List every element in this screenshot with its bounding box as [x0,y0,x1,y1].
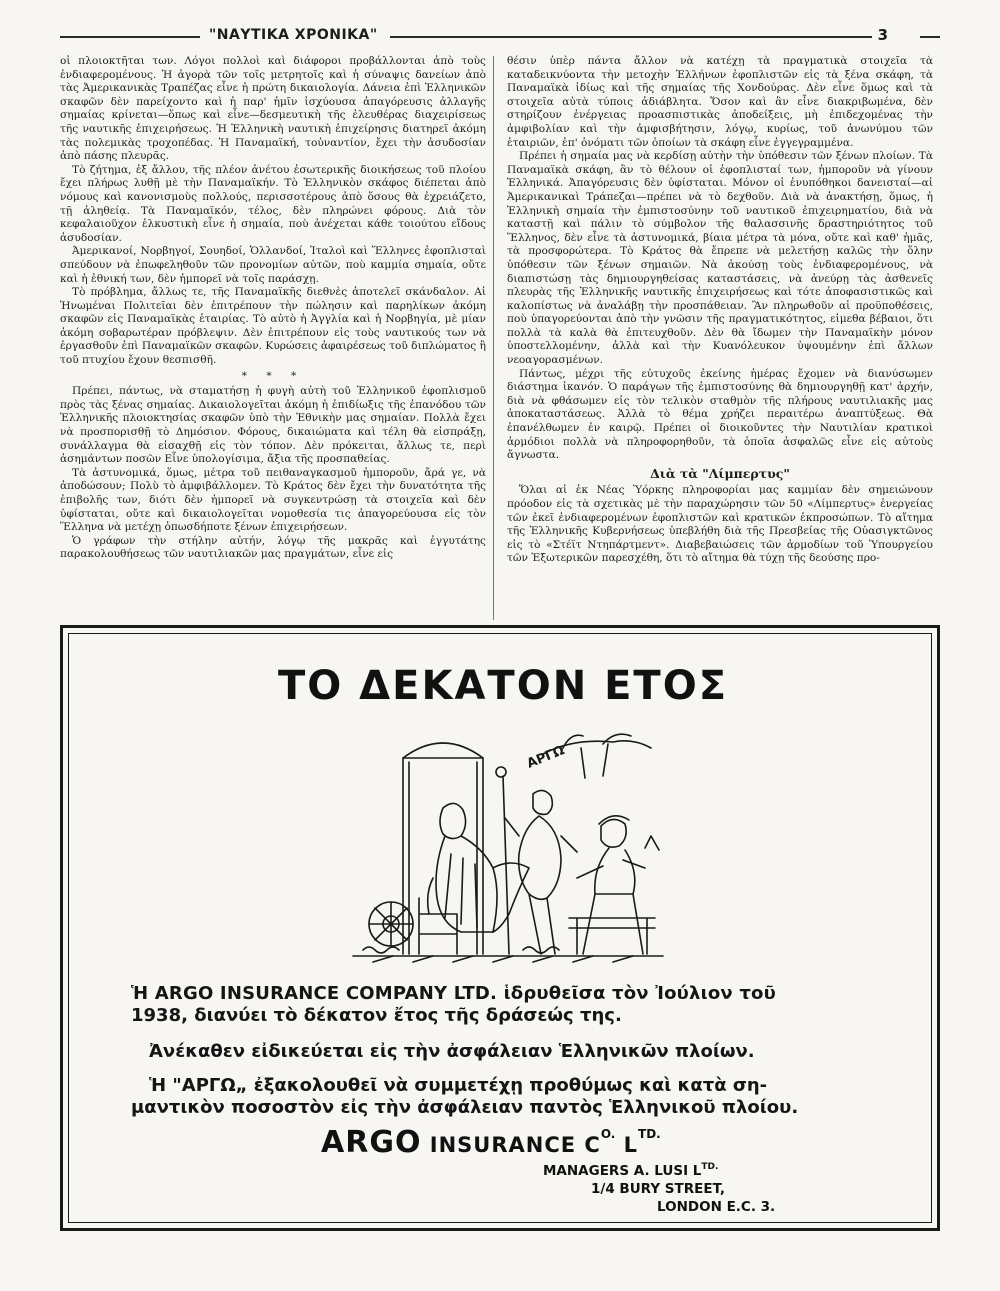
column-divider [493,56,494,620]
brand-insurance: INSURANCE C [421,1133,601,1157]
managers-sup: TD. [701,1162,719,1172]
ad-line: Ἀνέκαθεν εἰδικεύεται εἰς τὴν ἀσφάλειαν Ἑλληνικῶν πλοίων. [149,1041,755,1062]
ad-body-text [131,983,871,1119]
section-subheading: Διὰ τὰ "Λίμπερτυς" [650,465,790,481]
running-header [60,26,940,46]
page-number: 3 [872,26,894,44]
illustration-label: ΑΡΓΩ [524,743,567,772]
ad-headline: ΤΟ ΔΕΚΑΤΟΝ ΕΤΟΣ [277,663,729,709]
managers-line: MANAGERS A. LUSI L [543,1163,702,1179]
article-paragraph: Ὁ γράφων τὴν στήλην αὐτήν, λόγῳ τῆς μακρᾶς καὶ ἐγγυτάτης παρακολουθήσεως τῶν ναυτιλιακῶν μας πραγμάτων, εἶνε εἰς [60,534,486,561]
ad-line: μαντικὸν ποσοστὸν εἰς τὴν ἀσφάλειαν παντὸς Ἑλληνικοῦ πλοίου. [131,1097,799,1118]
ad-line: Ἡ "ΑΡΓΩ„ ἐξακολουθεῖ νὰ συμμετέχῃ προθύμως καὶ κατὰ ση- [149,1075,768,1096]
address-city: LONDON E.C. 3. [657,1199,776,1215]
right-column [507,55,933,621]
ad-line: 1938, διανύει τὸ δέκατον ἔτος τῆς δράσεώς της. [131,1005,622,1026]
article-paragraph: Πρέπει, πάντως, νὰ σταματήσῃ ἡ φυγὴ αὐτὴ τοῦ Ἑλληνικοῦ ἐφοπλισμοῦ πρὸς τὰς ξένας σημαίας. Δικαιολογεῖται ἀκόμη ἡ ἐπιδίωξις τῆς ἐπανόδου τῶν Ἑλληνικῆς πλοιοκτησίας σκαφῶν ὑπὸ τὴν Ἐθνικὴν μας σημαίαν. Πολλὰ ἔχει νὰ προσπορισθῇ τὸ Δημόσιον. Φόρους, δικαιώματα καὶ τέλη θὰ εἰσπράξῃ, συνάλλαγμα θὰ εἰσαχθῇ εἰς τὸν τόπον. Δὲν πρόκειται, ἄλλως τε, περὶ ἀσημάντων ποσῶν Εἶνε ὑπολογίσιμα, ἄξια τῆς προσπαθείας. [60,385,486,466]
header-rule-right [920,36,940,38]
brand-argo: ARGO [321,1125,422,1160]
section-separator: * * * [241,369,305,382]
argo-insurance-advertisement [60,625,940,1231]
article-paragraph: θέσιν ὑπὲρ πάντα ἄλλον νὰ κατέχῃ τὰ πραγματικὰ στοιχεῖα τὰ καταδεικνύοντα τὴν μετοχὴν Ἑλλήνων ἐφοπλιστῶν εἰς τὰ ξένα σκάφη, τὰ Παναμαϊκὰ ἰδίως καὶ τῆς σημαίας τῆς Χονδούρας. Δὲν εἶνε ὅμως καὶ τὰ στοιχεῖα αὐτὰ τύποις ἀδιάβλητα. Ὅσον καὶ ἂν εἶνε διακριβωμένα, δὲν στηρίζουν ἐνέργειας προασπιστικὰς ἀποδείξεις, μὴ ἐπιδεχομένας τὴν ἀμφιβολίαν καὶ τὴν ἀμφισβήτησιν, λόγῳ, κυρίως, τοῦ ἀνωνύμου τῶν ἑταιριῶν, ἐπ' ὀνόματι τῶν ὁποίων τὰ σκάφη εἶνε ἐγγεγραμμένα. [507,55,933,149]
brand-co-sup: O. [600,1127,616,1141]
managers-address [543,1158,843,1216]
article-paragraph: Τὰ ἀστυνομικά, ὅμως, μέτρα τοῦ πειθαναγκασμοῦ ἠμποροῦν, ἄρά γε, νὰ ἀποδώσουν; Πολὺ τὸ ἀμφιβάλλομεν. Τὸ Κράτος δὲν ἔχει τὴν δυνατότητα τῆς ἐπιβολῆς των, διότι δὲν ἠμπορεῖ νὰ συγκεντρώσῃ τὰ στοιχεῖα καὶ δὲν ὑφίσταται, οὔτε καὶ δικαιολογεῖται νομοθεσία τις ἀπαγορεύουσα εἰς τὸν Ἕλληνα νὰ μετέχῃ ὁπωσδήποτε ξένων ἐπιχειρήσεων. [60,466,486,534]
header-rule-left [60,36,200,38]
company-brand [321,1125,661,1160]
article-paragraph: Ὅλαι αἱ ἐκ Νέας Ὑόρκης πληροφορίαι μας καμμίαν δὲν σημειώνουν πρόοδον εἰς τὰ σχετικὰς μὲ τὴν παραχώρησιν τῶν 50 «Λίμπερτυς» ἐνεργείας τῶν ἐκεῖ ἐνδιαφερομένων ἐφοπλιστῶν καὶ κρατικῶν ἐκπροσώπων. Τὸ αἴτημα τῆς Ἑλληνικῆς Κυβερνήσεως ὑπεβλήθη διὰ τῆς Πρεσβείας τῆς Οὐασιγκτῶνος εἰς τὸ «Στέϊτ Ντηπάρτμεντ». Διαβεβαιώσεις τῶν ἁρμοδίων τοῦ Ὑπουργείου τῶν Ἐξωτερικῶν παρεσχέθη, ὅτι τὸ αἴτημα θὰ τύχῃ τῆς δεούσης προ- [507,484,933,565]
article-paragraph: Ἀμερικανοί, Νορβηγοί, Σουηδοί, Ὁλλανδοί, Ἰταλοὶ καὶ Ἕλληνες ἐφοπλισταὶ σπεύδουν νὰ ἐπωφεληθοῦν τῶν προνομίων αὐτῶν, ποὺ καμμία σημαία, οὔτε καὶ ἡ ἐθνική των, δὲν ἠμπορεῖ νὰ τοῖς παράσχῃ. [60,245,486,285]
left-column [60,55,486,621]
article-paragraph: Τὸ πρόβλημα, ἄλλως τε, τῆς Παναμαϊκῆς διεθνὲς ἀποτελεῖ σκάνδαλον. Αἱ Ἡνωμέναι Πολιτεῖαι δὲν ἐπιτρέπουν τὴν πώλησιν καὶ παρηλίκων ἀκόμη σκαφῶν εἰς Παναμαϊκὰς ἑταιρίας. Τὸ αὐτὸ ἡ Ἀγγλία καὶ ἡ Νορβηγία, μὲ μίαν ἀκόμη σοβαρωτέραν πρόβλεψιν. Δὲν ἐπιτρέπουν εἰς τοὺς ναυτικούς των νὰ ἐργασθοῦν ἐπὶ Παναμαϊκῶν σκαφῶν. Κυρώσεις ἀφαιρέσεως τοῦ διπλώματος ἢ τοῦ πτυχίου ἔχουν θεσπισθῆ. [60,286,486,367]
ad-line: Ἡ ARGO INSURANCE COMPANY LTD. ἱδρυθεῖσα τὸν Ἰούλιον τοῦ [131,983,776,1004]
brand-l: L [615,1133,639,1157]
brand-td-sup: TD. [638,1127,661,1141]
address-street: 1/4 BURY STREET, [591,1181,725,1197]
article-paragraph: Τὸ ζήτημα, ἐξ ἄλλου, τῆς πλέον ἀνέτου ἐσωτερικῆς διοικήσεως τοῦ πλοίου ἔχει πλήρως λυθῇ μὲ τὴν Παναμαϊκήν. Τὸ Ἑλληνικὸν σκάφος διέπεται ἀπὸ νόμους καὶ κανονισμοὺς πολλούς, περισσοτέρους ἀπὸ ὅσους θὰ ἐχρειάζετο, τῇ ἀληθείᾳ. Τὰ Παναμαϊκόν, τέλος, δὲν πληρώνει φόρους. Διὰ τὸν κεφαλαιοῦχον ἑλκυστικὴ εἶνε ἡ σημαία, ποὺ ἀνέχεται κάθε τοιούτου εἴδους ἀσυδοσίαν. [60,163,486,244]
article-paragraph: οἱ πλοιοκτῆται των. Λόγοι πολλοὶ καὶ διάφοροι προβάλλονται ἀπὸ τοὺς ἐνδιαφερομένους. Ἡ ἀγορὰ τῶν τοῖς μετρητοῖς καὶ ἡ σύναψις δανείων ἀπὸ τὰς Ἀμερικανικὰς Τραπέζας εἶνε ἡ πρώτη δικαιολογία. Δάνεια ἐπὶ Ἑλληνικῶν σκαφῶν δὲν παρείχοντο καὶ ἡ παρ' ἡμῖν ἰσχύουσα ἀπαγόρευσις ἀλλαγῆς σημαίας κρίνεται—ὅπως καὶ εἶνε—δεσμευτικὴ τῆς ἐλευθέρας διαχειρίσεως τῆς ναυτικῆς ἐπιχειρήσεως. Ἡ Ἑλληνικὴ ναυτικὴ ἐπιχείρησις διατηρεῖ ἀκόμη τὰς πολεμικὰς τροχοπέδας. Ἡ Παναμαϊκή, τοὐναντίον, ἔχει τὴν ἀσυδοσίαν ἀπὸ πάσης πλευρᾶς. [60,55,486,163]
header-rule-middle [390,36,880,38]
article-paragraph: Πάντως, μέχρι τῆς εὐτυχοῦς ἐκείνης ἡμέρας ἔχομεν νὰ διανύσωμεν διάστημα ἱκανόν. Ὁ παράγων τῆς ἐμπιστοσύνης θὰ δημιουργηθῇ κατ' ἀρχήν, διὰ νὰ φθάσωμεν εἰς τὸν τελικὸν σταθμὸν τῆς πλήρους ναυτιλιακῆς μας ἀποκαταστάσεως. Ἀλλὰ τὸ θέμα χρήζει περαιτέρω ἀναπτύξεως. Θὰ ἐπανέλθωμεν ἐν καιρῷ. Πρέπει οἱ διοικοῦντες τὴν Ναυτιλίαν κρατικοὶ ἁρμόδιοι πολλὰ νὰ πληροφορηθοῦν, τὰ ὁποῖα ἀσφαλῶς εἶνε εἰς αὐτοὺς ἄγνωστα. [507,367,933,462]
argonauts-illustration [333,718,673,976]
article-paragraph: Πρέπει ἡ σημαία μας νὰ κερδίσῃ αὐτὴν τὴν ὑπόθεσιν τῶν ξένων πλοίων. Τὰ Παναμαϊκὰ σκάφη, ἂν τὸ θέλουν οἱ ἐφοπλισταί των, ἠμποροῦν νὰ γίνουν Ἑλληνικά. Ἀπαγόρευσις δὲν ὑφίσταται. Μόνον οἱ ἐνυπόθηκοι δανεισταί—αἱ Ἀμερικανικαὶ Τράπεζαι—πρέπει νὰ τὸ δεχθοῦν. Διὰ νὰ ἀνακτήσῃ, ὅμως, ἡ Ἑλληνικὴ σημαία τὴν ἐμπιστοσύνην τοῦ ναυτικοῦ ἐπιχειρηματίου, διὰ νὰ καταστῇ καὶ πάλιν τὸ σύμβολον τῆς θαλασσινῆς δραστηριότητος τοῦ Ἕλληνος, δὲν εἶνε τὰ ἀστυνομικά, βίαια μέτρα τὰ μόνα, οὔτε καὶ καθ' ἡμᾶς, τὰ προσφορώτερα. Τὸ Κράτος θὰ ἔπρεπε νὰ μελετήσῃ καλῶς τὴν ὅλην ὑπόθεσιν τῶν ξένων σημαιῶν. Νὰ ἀκούσῃ τοὺς ἐνδιαφερομένους, νὰ διαπιστώσῃ τὰς δημιουργηθείσας καταστάσεις, νὰ ἀνεύρῃ τὰς ἀσθενεῖς πλευρὰς τῆς Ἑλληνικῆς ναυτικῆς ἐπιχειρήσεως καὶ τότε ἀποφασιστικῶς καὶ καλοπίστως νὰ ἀναλάβῃ τὴν προσπάθειαν. Ἂν πληρωθοῦν αἱ προϋποθέσεις, ποὺ ὑπαγορεύονται ἀπὸ τὴν γνῶσιν τῆς πραγματικότητος, εἰμεθα βέβαιοι, ὅτι πολλὰ τὰ καλὰ θὰ ἐπιτευχθοῦν. Δὲν θὰ ἴδωμεν τὴν Παναμαϊκὴν μόνον ὑποστελλομένην, ἀλλὰ καὶ τὴν Κυανόλευκον ὑψουμένην ἐπὶ ἄλλων νεοαγορασμένων. [507,150,933,367]
publication-title: "ΝΑΥΤΙΚΑ ΧΡΟΝΙΚΑ" [205,27,382,43]
